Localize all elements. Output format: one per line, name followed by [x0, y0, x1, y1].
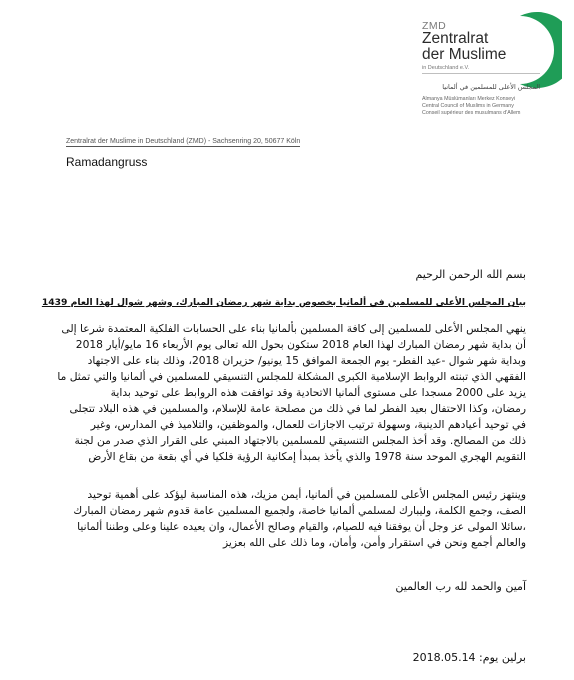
logo-name-line1: Zentralrat — [422, 30, 489, 47]
logo-name-arabic: المجلس الأعلى للمسلمين في ألمانيا — [442, 83, 540, 91]
paragraph-2-line: وينتهز رئيس المجلس الأعلى للمسلمين في ألمانيا، أيمن مزيك، هذه المناسبة ليؤكد على أهمية توحيد — [87, 488, 526, 501]
paragraph-2-line: والعالم أجمع ونحن في استقرار وأمن، وأمان، وما ذلك على الله بعزيز — [223, 536, 526, 549]
logo-name-sub: in Deutschland e.V. — [422, 65, 470, 71]
zmd-logo — [402, 10, 562, 160]
paragraph-1-line: وبداية شهر شوال -عيد الفطر- يوم الجمعة الموافق 15 يونيو/ حزيران 2018، وذلك بناء على الاجتهاد — [87, 354, 526, 367]
logo-alt-name-english: Central Council of Muslims in Germany — [422, 103, 514, 109]
logo-alt-name-french: Conseil supérieur des musulmans d'Allem — [422, 110, 521, 116]
statement-heading: بيان المجلس الأعلى للمسلمين في ألمانيا بخصوص بداية شهر رمضان المبارك، وشهر شوال لهذا العام 1439 — [41, 297, 526, 308]
paragraph-1-line: ينهي المجلس الأعلى للمسلمين إلى كافة المسلمين بألمانيا بناء على الحسابات الفلكية المعتمدة شرعا إلى — [61, 322, 526, 335]
closing-line: آمين والحمد لله رب العالمين — [395, 580, 526, 593]
paragraph-2-line: الصف، وجمع الكلمة، وليبارك لمسلمي ألمانيا خاصة، ولجميع المسلمين عامة قدوم شهر رمضان المبارك — [73, 504, 526, 517]
paragraph-1-line: أن بداية شهر رمضان المبارك لهذا العام 2018 ستكون بحول الله تعالى يوم الأربعاء 16 مايو/أيار 2018 — [75, 338, 526, 351]
logo-name-line2: der Muslime — [422, 46, 507, 63]
paragraph-1-line: ذلك من المصالح. وقد أخذ المجلس التنسيقي للمسلمين بالاجتهاد المبني على القرار الذي صدر من لجنة — [74, 434, 526, 447]
paragraph-1-line: التقويم الهجري الموحد سنة 1978 والذي يأخذ بمبدأ إمكانية الرؤية فلكيا في أي بقعة من بقاع الأرض — [88, 450, 526, 463]
paragraph-1-line: يزيد على 2000 مسجدا على مستوى ألمانيا الاتحادية وقد توافقت هذه الروابط على توحيد بداية — [110, 386, 526, 399]
paragraph-1-line: الفقهي الذي تبنته الروابط الإسلامية الكبرى المشكلة للمجلس التنسيقي للمسلمين في ألمانيا والتي تمثل ما — [57, 370, 526, 383]
paragraph-2-line: ،سائلا المولى عز وجل أن يوفقنا فيه للصيام، والقيام وصالح الأعمال، وان يعيده علينا وعلى وطننا ألمانيا — [77, 520, 526, 533]
logo-divider — [422, 73, 540, 74]
subject-line: Ramadangruss — [66, 155, 148, 169]
paragraph-1-line: رمضان، وكذا الاحتفال بعيد الفطر لما في ذلك من مصلحة عامة للإسلام، والمسلمين في هذه البلاد تتجلى — [69, 402, 526, 415]
basmala: بسم الله الرحمن الرحيم — [415, 268, 526, 281]
sender-address-line: Zentralrat der Muslime in Deutschland (ZMD) - Sachsenring 20, 50677 Köln — [66, 138, 301, 145]
date-line: برلين يوم: 2018.05.14 — [412, 651, 526, 664]
logo-alt-name-turkish: Almanya Müslümanları Merkez Konseyi — [422, 96, 516, 102]
paragraph-1-line: في توحيد أعيادهم الدينية، وسهولة ترتيب الاجازات للعمال، والموظفين، والتلاميذ في المدارس، وغير — [90, 418, 526, 431]
logo-abbrev: ZMD — [422, 20, 447, 32]
